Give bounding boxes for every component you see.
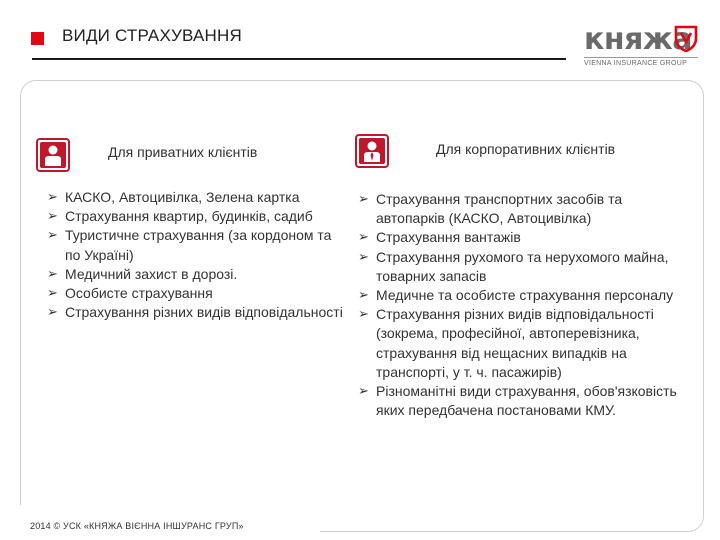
shield-icon bbox=[674, 24, 698, 52]
title-underline bbox=[32, 58, 566, 60]
private-clients-heading: Для приватних клієнтів bbox=[108, 144, 258, 160]
page-title: ВИДИ СТРАХУВАННЯ bbox=[62, 26, 242, 45]
businessman-icon bbox=[355, 134, 389, 168]
logo-subtitle: VIENNA INSURANCE GROUP bbox=[584, 60, 688, 67]
list-item: ➢ Медичний захист в дорозі. bbox=[47, 265, 347, 284]
list-item: ➢ Страхування різних видів відповідальності (зокрема, професійної, автоперевізника, страхування від нещасних випадків на транспорті, у т. ч. пасажирів) bbox=[358, 305, 693, 382]
list-item: ➢ Різноманітні види страхування, обов'язковість яких передбачена постановами КМУ. bbox=[358, 382, 693, 420]
private-insurance-list bbox=[47, 188, 347, 322]
company-logo bbox=[582, 22, 700, 72]
list-item: ➢ Страхування рухомого та нерухомого майна, товарних запасів bbox=[358, 248, 693, 286]
list-item: ➢ Особисте страхування bbox=[47, 284, 347, 303]
list-item: ➢ Страхування різних видів відповідальності bbox=[47, 303, 347, 322]
person-icon bbox=[36, 138, 70, 172]
corporate-clients-heading: Для корпоративних клієнтів bbox=[436, 141, 616, 157]
list-item: ➢ Страхування вантажів bbox=[358, 228, 693, 247]
list-item: ➢ Страхування транспортних засобів та автопарків (КАСКО, Автоцивілка) bbox=[358, 190, 693, 228]
copyright-footer: 2014 © УСК «КНЯЖА ВІЄННА ІНШУРАНС ГРУП» bbox=[30, 521, 244, 531]
logo-divider bbox=[584, 57, 698, 58]
corporate-insurance-list bbox=[358, 190, 693, 420]
logo-wordmark: княжа bbox=[584, 22, 692, 57]
title-accent-square bbox=[31, 32, 44, 45]
list-item: ➢ Медичне та особисте страхування персоналу bbox=[358, 286, 693, 305]
list-item: ➢ КАСКО, Автоцивілка, Зелена картка bbox=[47, 188, 347, 207]
list-item: ➢ Туристичне страхування (за кордоном та по Україні) bbox=[47, 226, 347, 264]
list-item: ➢ Страхування квартир, будинків, садиб bbox=[47, 207, 347, 226]
